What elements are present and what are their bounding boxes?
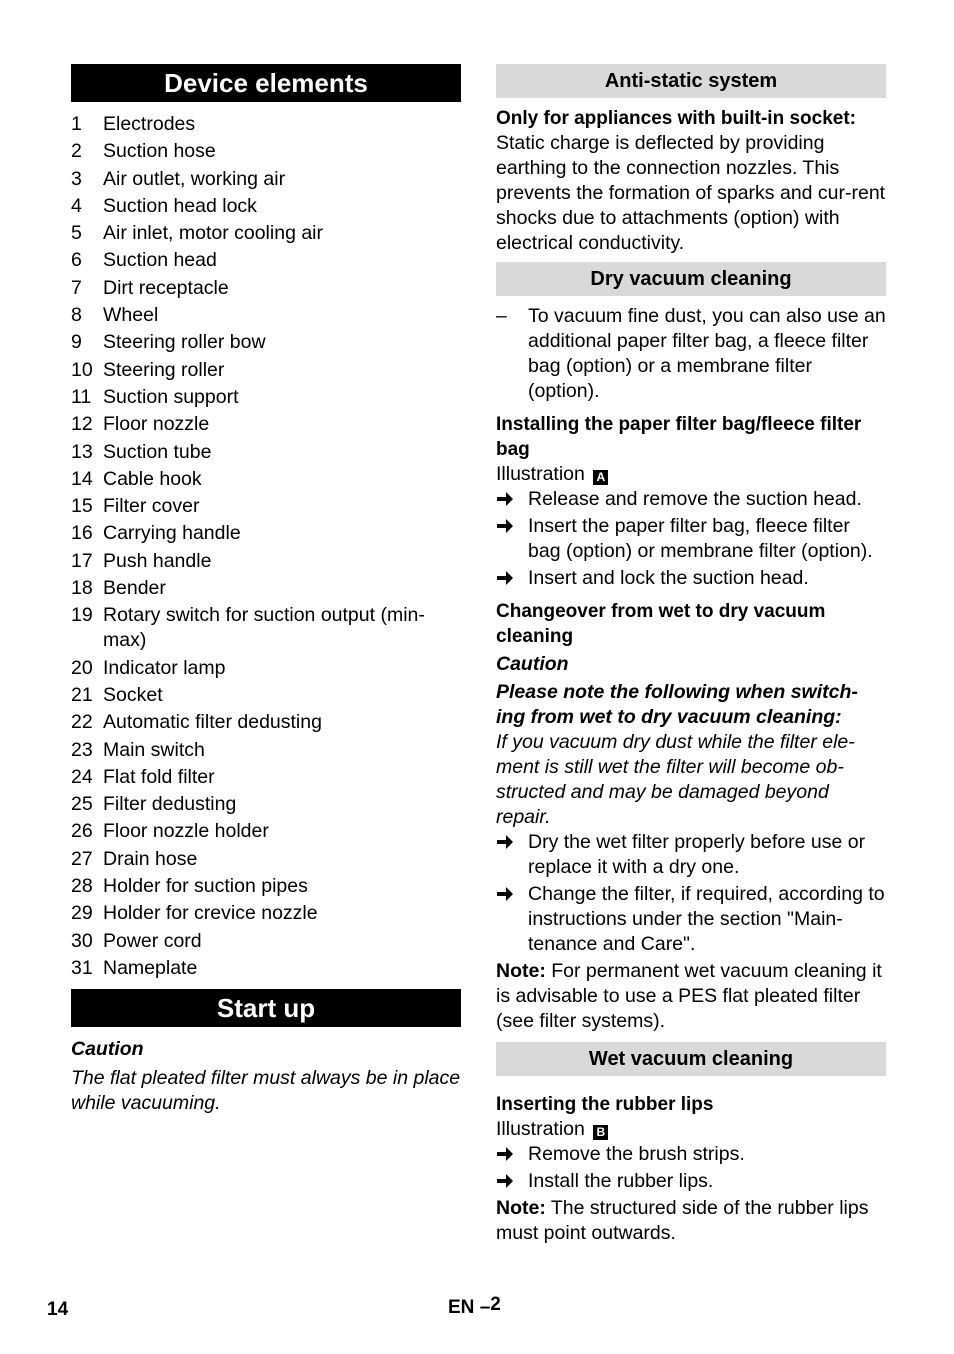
step-text: Dry the wet filter properly before use or replace it with a dry one. [528,831,866,878]
step-item [496,882,886,957]
device-element-item [71,792,461,817]
item-number: 24 [71,765,93,788]
item-number: 8 [71,304,82,327]
footer-sep: – [479,1297,491,1318]
item-text: Filter cover [103,495,200,518]
step-text: Insert and lock the suction head. [528,567,809,589]
item-text: Floor nozzle holder [103,820,269,843]
device-element-item [71,847,461,872]
item-number: 1 [71,113,82,135]
changeover-caution-text: If you vacuum dry dust while the filter ele-ment is still wet the filter will become ob-structed and may be damaged beyond repair. [496,731,855,828]
device-element-item [71,112,461,137]
illustration-a-line [496,462,886,487]
device-elements-heading: Device elements [71,64,461,102]
wet-vacuum-heading: Wet vacuum cleaning [496,1042,886,1076]
illustration-b-badge: B [593,1125,608,1140]
device-element-item [71,139,461,164]
item-text: Power cord [103,929,202,952]
item-number: 21 [71,683,93,706]
arrow-right-icon [496,882,528,957]
note2-text: The structured side of the rubber lips must point outwards. [496,1197,869,1244]
device-element-item [71,956,461,981]
item-number: 2 [71,140,82,163]
step-text: Remove the brush strips. [528,1143,745,1165]
rubber-lips-heading: Inserting the rubber lips [496,1094,714,1115]
changeover-steps [496,830,886,957]
note-text: For permanent wet vacuum cleaning it is advisable to use a PES flat pleated filter (see filter systems). [496,960,882,1032]
item-number: 11 [71,385,92,408]
device-element-item [71,385,461,410]
item-text: Socket [103,683,163,706]
item-text: Holder for crevice nozzle [103,902,318,925]
note-label: Note: [496,960,546,982]
note2-label: Note: [496,1197,546,1219]
item-text: Air inlet, motor cooling air [103,222,324,245]
install-filter-heading: Installing the paper filter bag/fleece filter bag [496,414,862,460]
step-item [496,514,886,564]
item-text: Flat fold filter [103,765,215,788]
device-element-item [71,221,461,246]
item-text: Filter dedusting [103,793,237,816]
item-text: Suction support [103,385,239,408]
illustration-label: Illustration [496,463,585,485]
device-element-item [71,874,461,899]
anti-static-text: Static charge is deflected by providing earthing to the connection nozzles. This prevents the formation of sparks and cur-rent shocks due to attachments (option) with electrical conductivity. [496,132,886,254]
item-number: 19 [71,604,93,627]
item-text: Bender [103,577,166,600]
item-text: Drain hose [103,847,198,870]
item-number: 15 [71,495,93,518]
item-text: Floor nozzle [103,413,210,436]
step-item [496,1142,886,1167]
page-footer-ref [448,1294,501,1319]
item-text: Steering roller [103,358,225,381]
device-element-item [71,194,461,219]
item-number: 18 [71,577,93,600]
device-element-item [71,248,461,273]
illustration-a-badge: A [593,470,608,485]
item-number: 9 [71,331,82,354]
item-number: 16 [71,522,93,545]
dash-bullet: – [496,305,507,327]
item-number: 6 [71,249,82,272]
item-text: Rotary switch for suction output (min-max) [103,604,425,652]
arrow-right-icon [496,487,528,512]
device-element-item [71,765,461,790]
right-column [496,64,886,1246]
item-text: Suction head [103,249,217,272]
changeover-heading: Changeover from wet to dry vacuum cleaning [496,601,826,647]
item-text: Cable hook [103,467,202,490]
anti-static-heading: Anti-static system [496,64,886,98]
item-number: 5 [71,222,82,245]
left-column [71,64,461,1116]
item-number: 25 [71,793,93,816]
step-item [496,1169,886,1194]
item-text: Carrying handle [103,522,241,545]
item-number: 13 [71,440,93,463]
device-element-item [71,683,461,708]
dry-vacuum-heading: Dry vacuum cleaning [496,262,886,296]
item-text: Suction tube [103,440,212,463]
item-number: 31 [71,956,93,979]
device-element-item [71,549,461,574]
item-text: Automatic filter dedusting [103,711,322,734]
device-element-item [71,819,461,844]
anti-static-subheading: Only for appliances with built-in socket: [496,108,856,129]
item-number: 10 [71,358,93,381]
device-element-item [71,576,461,601]
item-number: 26 [71,820,93,843]
item-number: 29 [71,902,93,925]
item-number: 7 [71,276,82,299]
step-item [496,487,886,512]
footer-lang: EN [448,1297,475,1318]
page-number: 14 [47,1299,69,1320]
illustration-b-line [496,1117,886,1142]
device-element-item [71,521,461,546]
arrow-right-icon [496,1169,528,1194]
item-text: Indicator lamp [103,656,226,679]
step-text: Install the rubber lips. [528,1170,714,1192]
item-number: 14 [71,467,93,490]
device-element-item [71,358,461,383]
arrow-right-icon [496,830,528,880]
device-elements-list [71,112,461,981]
note2-paragraph [496,1196,886,1246]
device-element-item [71,494,461,519]
dry-vacuum-dash-item [496,304,886,404]
device-element-item [71,276,461,301]
item-text: Main switch [103,738,205,761]
item-number: 20 [71,656,93,679]
item-text: Dirt receptacle [103,276,229,299]
item-number: 23 [71,738,93,761]
item-number: 17 [71,549,93,572]
arrow-right-icon [496,1142,528,1167]
device-element-item [71,467,461,492]
arrow-right-icon [496,566,528,591]
item-number: 28 [71,875,93,898]
install-steps [496,487,886,591]
item-text: Push handle [103,549,212,572]
device-element-item [71,167,461,192]
dash-item-text: To vacuum fine dust, you can also use an additional paper filter bag, a fleece filter bag (option) or a membrane filter (option). [528,305,886,402]
item-number: 3 [71,167,82,190]
device-element-item [71,738,461,763]
device-element-item [71,929,461,954]
caution-label: Caution [71,1037,144,1060]
device-element-item [71,440,461,465]
step-text: Release and remove the suction head. [528,488,862,510]
item-number: 12 [71,413,93,436]
item-text: Air outlet, working air [103,167,286,190]
caution-text: The flat pleated filter must always be in place while vacuuming. [71,1066,461,1114]
step-item [496,830,886,880]
device-element-item [71,330,461,355]
footer-subpage: 2 [490,1294,501,1315]
item-number: 27 [71,847,93,870]
changeover-caution-bold: Please note the following when switch-ing from wet to dry vacuum cleaning: [496,681,858,728]
item-text: Suction head lock [103,194,257,217]
item-number: 4 [71,194,82,217]
item-text: Suction hose [103,140,216,163]
device-element-item [71,656,461,681]
item-text: Electrodes [103,113,196,135]
item-text: Steering roller bow [103,331,266,354]
step-item [496,566,886,591]
device-element-item [71,603,461,653]
step-text: Change the filter, if required, according to instructions under the section "Main-tenance and Care". [528,883,885,955]
device-element-item [71,303,461,328]
changeover-caution-label: Caution [496,653,569,675]
item-text: Wheel [103,304,159,327]
arrow-right-icon [496,514,528,564]
device-element-item [71,412,461,437]
item-text: Nameplate [103,956,198,979]
item-number: 22 [71,711,93,734]
step-text: Insert the paper filter bag, fleece filter bag (option) or membrane filter (option). [528,515,873,562]
illustration-label: Illustration [496,1118,585,1140]
device-element-item [71,901,461,926]
device-element-item [71,710,461,735]
item-text: Holder for suction pipes [103,875,308,898]
note-paragraph [496,959,886,1034]
start-up-heading: Start up [71,989,461,1027]
rubber-steps [496,1142,886,1194]
item-number: 30 [71,929,93,952]
